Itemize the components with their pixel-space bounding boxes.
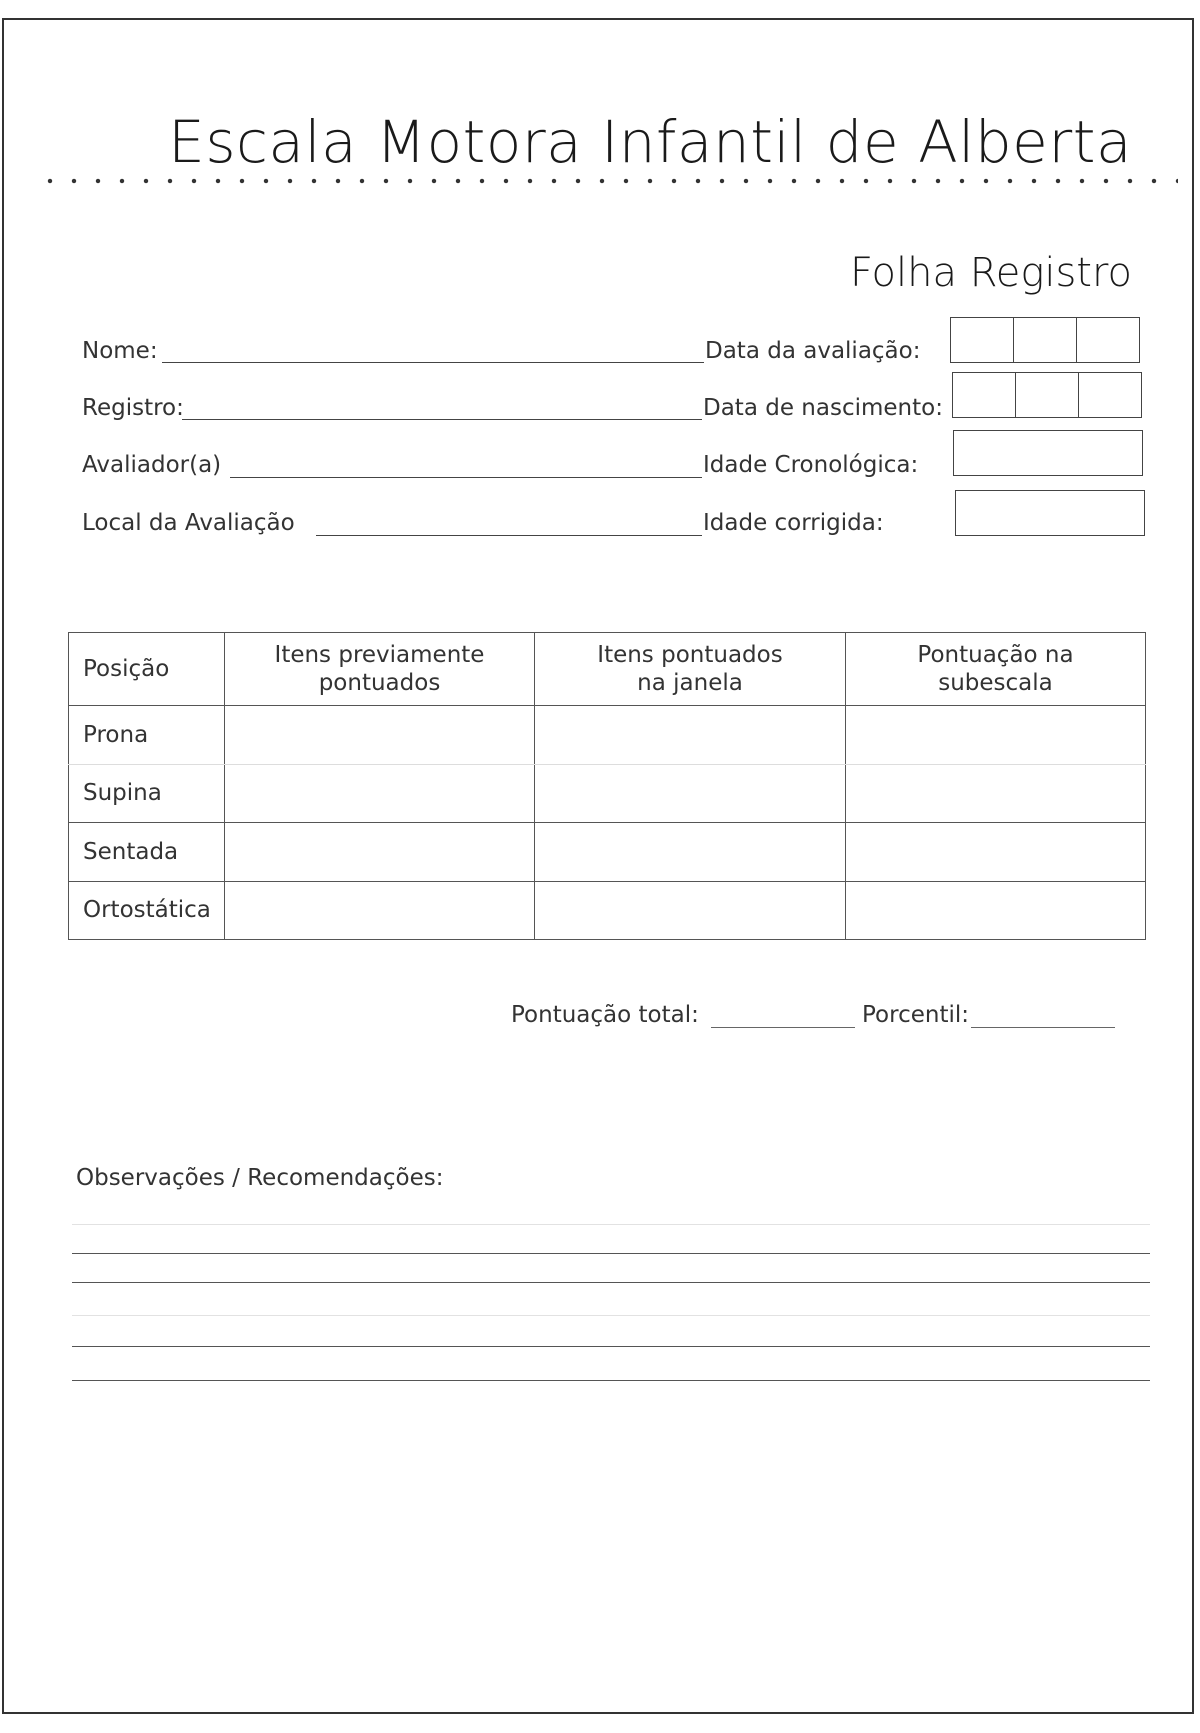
date-year-box[interactable]: [1077, 318, 1139, 362]
table-row: [69, 706, 1146, 765]
table-row: [69, 823, 1146, 882]
cell-ortostatica-subescala[interactable]: [846, 881, 1146, 940]
form-title: Escala Motora Infantil de Alberta: [168, 108, 1132, 176]
percentil-label: Porcentil:: [862, 1002, 969, 1028]
cell-prona-subescala[interactable]: [846, 706, 1146, 765]
row-label-supina: Supina: [69, 764, 225, 823]
cell-sentada-previamente[interactable]: [225, 823, 535, 882]
cell-sentada-subescala[interactable]: [846, 823, 1146, 882]
local-label: Local da Avaliação: [82, 510, 295, 536]
idade-cronologica-label: Idade Cronológica:: [703, 452, 919, 478]
table-row: [69, 764, 1146, 823]
date-month-box[interactable]: [1014, 318, 1077, 362]
cell-prona-janela[interactable]: [535, 706, 846, 765]
observation-line[interactable]: [72, 1380, 1150, 1381]
observation-line[interactable]: [72, 1315, 1150, 1316]
row-label-prona: Prona: [69, 706, 225, 765]
idade-cronologica-box[interactable]: [953, 430, 1143, 476]
table-header-row: [69, 633, 1146, 706]
idade-corrigida-label: Idade corrigida:: [703, 510, 884, 536]
header-itens-previamente: Itens previamente pontuados: [225, 633, 535, 706]
birth-month-box[interactable]: [1016, 373, 1079, 417]
score-table: [68, 632, 1146, 940]
data-nascimento-boxes[interactable]: [952, 372, 1142, 418]
table-row: [69, 881, 1146, 940]
idade-corrigida-box[interactable]: [955, 490, 1145, 536]
pontuacao-total-label: Pontuação total:: [511, 1002, 699, 1028]
header-itens-janela: Itens pontuados na janela: [535, 633, 846, 706]
cell-sentada-janela[interactable]: [535, 823, 846, 882]
header-subescala: Pontuação na subescala: [846, 633, 1146, 706]
birth-day-box[interactable]: [953, 373, 1016, 417]
registro-field[interactable]: [182, 419, 702, 420]
cell-ortostatica-previamente[interactable]: [225, 881, 535, 940]
cell-ortostatica-janela[interactable]: [535, 881, 846, 940]
local-field[interactable]: [316, 535, 702, 536]
date-day-box[interactable]: [951, 318, 1014, 362]
registro-label: Registro:: [82, 395, 184, 421]
row-label-ortostatica: Ortostática: [69, 881, 225, 940]
birth-year-box[interactable]: [1079, 373, 1141, 417]
nome-label: Nome:: [82, 338, 158, 364]
form-subtitle: Folha Registro: [849, 250, 1132, 296]
avaliador-field[interactable]: [230, 477, 702, 478]
nome-field[interactable]: [162, 362, 704, 363]
data-avaliacao-boxes[interactable]: [950, 317, 1140, 363]
row-label-sentada: Sentada: [69, 823, 225, 882]
pontuacao-total-field[interactable]: [711, 1027, 855, 1028]
data-nascimento-label: Data de nascimento:: [703, 395, 943, 421]
observation-line[interactable]: [72, 1282, 1150, 1283]
cell-supina-subescala[interactable]: [846, 764, 1146, 823]
observation-line[interactable]: [72, 1346, 1150, 1347]
avaliador-label: Avaliador(a): [82, 452, 222, 478]
observation-line[interactable]: [72, 1253, 1150, 1254]
cell-supina-previamente[interactable]: [225, 764, 535, 823]
dotted-divider: [38, 178, 1178, 184]
header-posicao: Posição: [69, 633, 225, 706]
observation-line[interactable]: [72, 1224, 1150, 1225]
observacoes-label: Observações / Recomendações:: [76, 1165, 444, 1191]
cell-prona-previamente[interactable]: [225, 706, 535, 765]
percentil-field[interactable]: [971, 1027, 1115, 1028]
cell-supina-janela[interactable]: [535, 764, 846, 823]
data-avaliacao-label: Data da avaliação:: [705, 338, 921, 364]
